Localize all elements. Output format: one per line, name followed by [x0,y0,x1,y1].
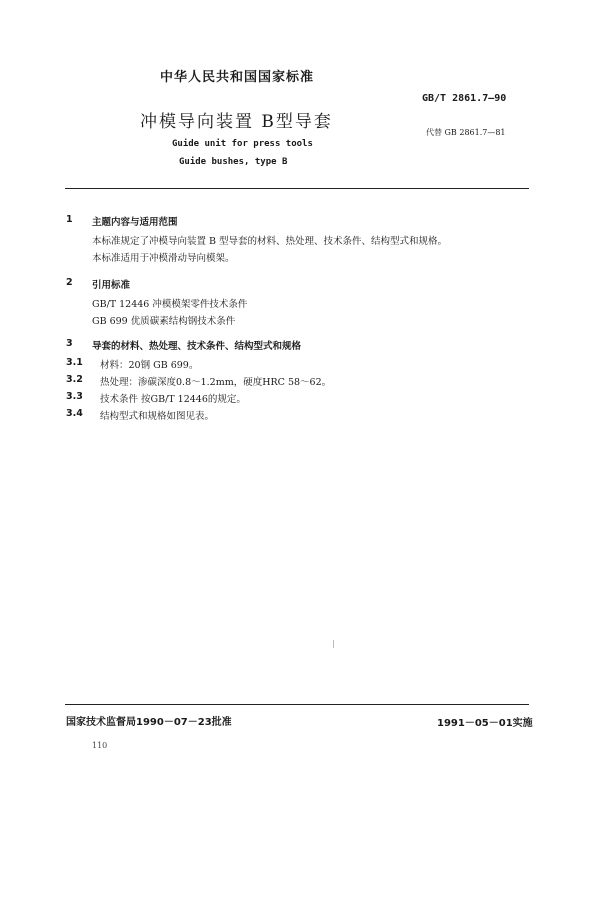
page-number: 110 [92,741,108,750]
effective-date: 1991－05－01实施 [437,718,533,729]
replaces-standard: 代替 GB 2861.7—81 [426,128,506,137]
clause-number: 3.3 [66,391,83,402]
title-english-line2: Guide bushes, type B [179,157,288,167]
clause-text: 结构型式和规格如图见表。 [100,411,215,422]
clause-text: 技术条件 按GB/T 12446的规定。 [100,394,246,405]
title-english-line1: Guide unit for press tools [172,139,313,149]
clause-text: 热处理：渗碳深度0.8～1.2mm，硬度HRC 58～62。 [100,377,332,388]
paragraph: 本标准规定了冲模导向装置 B 型导套的材料、热处理、技术条件、结构型式和规格。 [92,236,448,247]
clause-number: 3.1 [66,357,83,368]
issuing-organization: 中华人民共和国国家标准 [160,70,315,85]
standard-number: GB/T 2861.7—90 [422,93,507,104]
header-divider [65,188,529,189]
clause-number: 3.4 [66,408,83,419]
clause-text: 材料：20钢 GB 699。 [100,360,199,371]
reference-item: GB/T 12446 冲模模架零件技术条件 [92,299,248,310]
section-number: 1 [66,214,73,225]
title-chinese: 冲模导向装置 B型导套 [140,112,333,132]
reference-item: GB 699 优质碳素结构钢技术条件 [92,316,236,327]
footer-divider [65,704,529,705]
section-number: 3 [66,338,73,349]
section-heading: 导套的材料、热处理、技术条件、结构型式和规格 [92,341,302,352]
paragraph: 本标准适用于冲模滑动导向模架。 [92,253,235,264]
clause-number: 3.2 [66,374,83,385]
scan-mark [333,640,334,648]
section-number: 2 [66,277,73,288]
section-heading: 引用标准 [92,280,131,291]
section-heading: 主题内容与适用范围 [92,217,178,228]
approval-line: 国家技术监督局1990－07－23批准 [66,717,232,728]
